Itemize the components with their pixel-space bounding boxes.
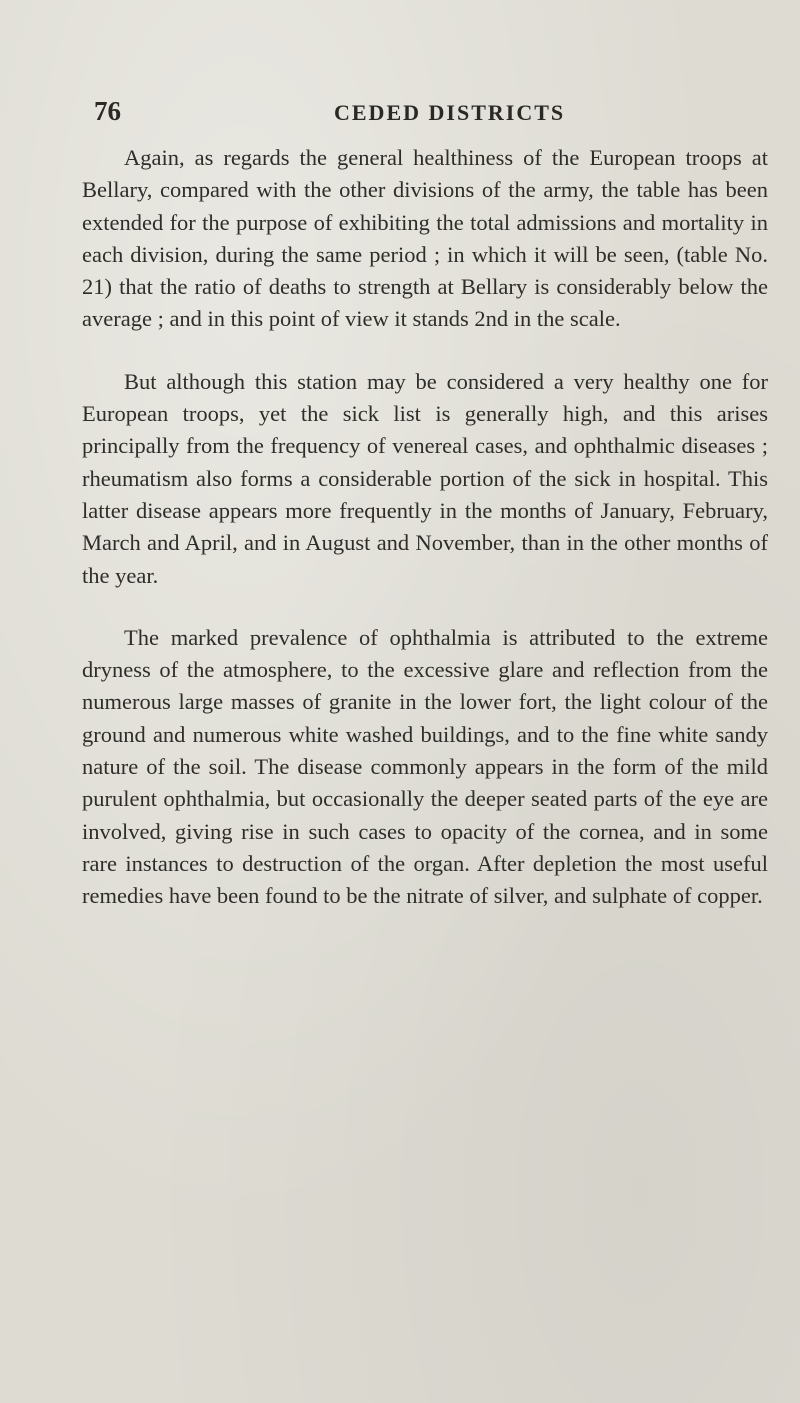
paragraph-3: The marked prevalence of ophthalmia is attributed to the extreme dryness of the atmosphere, to the excessive glare and reflection from the numerous large masses of granite in the lower fort, the light colour of the ground and numerous white washed buildings, and to the fine white sandy nature of the soil. The disease commonly appears in the form of the mild purulent ophthalmia, but occasionally the deeper seated parts of the eye are involved, giving rise in such cases to opacity of the cornea, and in some rare instances to destruction of the organ. After depletion the most useful remedies have been found to be the nitrate of silver, and sulphate of copper. xyxy=(82,624,768,909)
page-number: 76 xyxy=(94,96,121,126)
paragraph-1: Again, as regards the general healthiness of the European troops at Bellary, compared with the other divisions of the army, the table has been extended for the purpose of exhibiting the total admissions and mortality in each division, during the same period ; in which it will be seen, (table No. 21) that the ratio of deaths to strength at Bellary is considerably below the average ; and in this point of view it stands 2nd in the scale. xyxy=(82,145,768,332)
paragraph-2: But although this station may be considered a very healthy one for European troops, yet the sick list is generally high, and this arises principally from the frequency of venereal cases, and ophthalmic diseases ; rheumatism also forms a considerable portion of the sick in hospital. This latter disease appears more frequently in the months of January, February, March and April, and in August and November, than in the other months of the year. xyxy=(82,368,768,588)
page-header xyxy=(94,96,754,132)
running-head: CEDED DISTRICTS xyxy=(334,100,566,125)
body-text xyxy=(82,142,768,943)
